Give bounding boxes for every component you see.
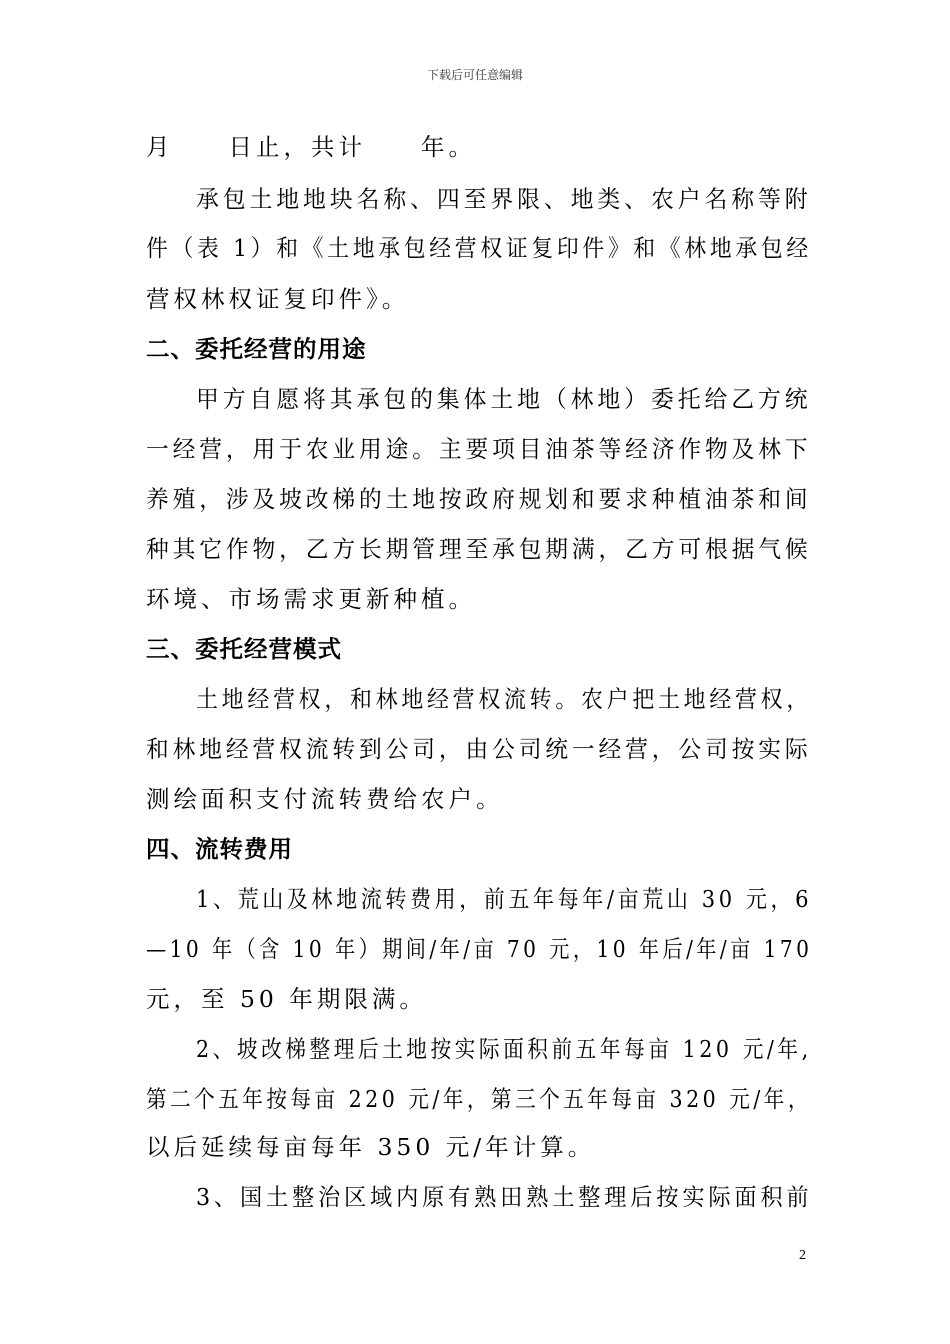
text-line: 营权林权证复印件》。 xyxy=(146,285,410,313)
text-line: 1、荒山及林地流转费用，前五年每年/亩荒山 30 元，6 xyxy=(196,885,813,913)
text-line: —10 年（含 10 年）期间/年/亩 70 元，10 年后/年/亩 170 xyxy=(146,935,813,963)
text-line: 养殖，涉及坡改梯的土地按政府规划和要求种植油茶和间 xyxy=(146,485,812,513)
text-line: 元，至 50 年期限满。 xyxy=(146,985,427,1013)
text-line: 土地经营权，和林地经营权流转。农户把土地经营权， xyxy=(196,685,812,713)
text-line: 第二个五年按每亩 220 元/年，第三个五年每亩 320 元/年， xyxy=(146,1085,812,1113)
text-line: 甲方自愿将其承包的集体土地（林地）委托给乙方统 xyxy=(196,385,812,413)
text-line: 3、国土整治区域内原有熟田熟土整理后按实际面积前 xyxy=(196,1183,813,1211)
download-note: 下载后可任意编辑 xyxy=(426,68,523,82)
section-heading: 三、委托经营模式 xyxy=(146,635,342,663)
text-line: 种其它作物，乙方长期管理至承包期满，乙方可根据气候 xyxy=(146,535,812,563)
text-line: 2、坡改梯整理后土地按实际面积前五年每亩 120 元/年, xyxy=(196,1035,812,1063)
text-line: 以后延续每亩每年 350 元/年计算。 xyxy=(146,1133,596,1161)
text-line: 测绘面积支付流转费给农户。 xyxy=(146,785,504,813)
section-heading: 四、流转费用 xyxy=(146,835,293,863)
text-line: 和林地经营权流转到公司，由公司统一经营，公司按实际 xyxy=(146,735,812,763)
page-number: 2 xyxy=(799,1248,806,1263)
text-line: 一经营，用于农业用途。主要项目油茶等经济作物及林下 xyxy=(146,435,812,463)
text-line: 件（表 1）和《土地承包经营权证复印件》和《林地承包经 xyxy=(146,234,812,262)
section-heading: 二、委托经营的用途 xyxy=(146,335,367,363)
text-line: 承包土地地块名称、四至界限、地类、农户名称等附 xyxy=(196,185,812,213)
text-line: 环境、市场需求更新种植。 xyxy=(146,585,476,613)
text-line: 月 日止，共计 年。 xyxy=(146,133,476,161)
